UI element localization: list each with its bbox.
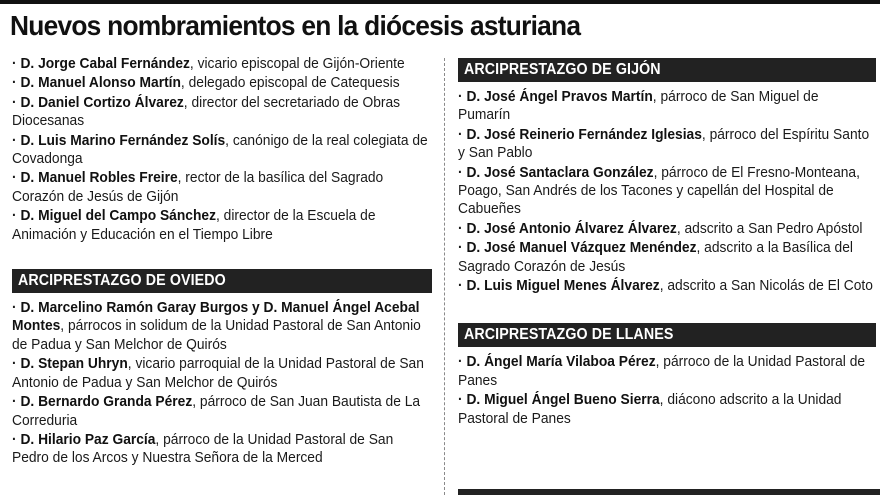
- appointment-role: , rector de la basílica del Sagrado Corazón de Jesús de Gijón: [12, 169, 384, 205]
- list-item: [12, 431, 429, 468]
- list-item: [12, 393, 429, 430]
- appointment-role: , vicario episcopal de Gijón-Oriente: [189, 55, 405, 72]
- bullet: ·: [12, 55, 17, 72]
- list-item: [12, 169, 429, 206]
- appointment-role: , vicario parroquial de la Unidad Pastoral de San Antonio de Padua y San Melchor de Quirós: [12, 355, 424, 391]
- list-item: [12, 132, 429, 169]
- left-column: [12, 55, 432, 469]
- bullet: ·: [12, 93, 17, 111]
- appointment-role: , párroco de San Miguel de Pumarín: [458, 88, 819, 124]
- list-item: [458, 88, 873, 125]
- bullet: ·: [458, 239, 463, 257]
- section-header-gijon: [458, 58, 876, 82]
- spacer: [458, 296, 876, 323]
- section-gijon: [458, 58, 876, 295]
- appointment-role: , director de la Escuela de Animación y Educación en el Tiempo Libre: [12, 207, 376, 243]
- bullet: ·: [458, 219, 463, 237]
- appointee-name: D. Stepan Uhryn: [20, 355, 128, 373]
- section-header-label: ARCIPRESTAZGO DE OVIEDO: [18, 272, 226, 290]
- bullet: ·: [12, 299, 17, 317]
- appointment-role: , diácono adscrito a la Unidad Pastoral de Panes: [458, 391, 842, 427]
- appointee-name: D. José Reinerio Fernández Iglesias: [466, 125, 702, 143]
- appointment-role: , párroco de El Fresno-Monteana, Poago, San Andrés de los Tacones y capellán del Hospital de Cabueñes: [458, 163, 860, 218]
- bullet: ·: [458, 353, 463, 371]
- appointee-name: D. José Manuel Vázquez Menéndez: [466, 239, 697, 257]
- appointment-role: , canónigo de la real colegiata de Covadonga: [12, 131, 428, 168]
- section-oviedo: [12, 269, 432, 468]
- list-item: [458, 353, 873, 390]
- appointment-role: , adscrito a San Nicolás de El Coto: [659, 277, 873, 295]
- list-item: [12, 74, 429, 92]
- list-item: [12, 355, 429, 392]
- appointee-name: D. José Santaclara González: [466, 163, 654, 181]
- bullet: ·: [458, 163, 463, 181]
- right-column: [458, 58, 876, 429]
- appointee-name: D. José Ángel Pravos Martín: [466, 88, 653, 105]
- list-item: [458, 277, 873, 295]
- appointment-role: , adscrito a la Basílica del Sagrado Corazón de Jesús: [458, 239, 853, 275]
- bullet: ·: [12, 393, 17, 411]
- appointee-name: D. Luis Marino Fernández Solís: [20, 131, 226, 149]
- appointee-name: D. Manuel Alonso Martín: [20, 74, 181, 92]
- bullet: ·: [458, 88, 463, 105]
- appointment-role: , párroco de la Unidad Pastoral de Panes: [458, 353, 866, 389]
- spacer: [12, 245, 432, 269]
- appointee-name: D. Jorge Cabal Fernández: [20, 55, 190, 72]
- appointee-name: D. Miguel Ángel Bueno Sierra: [466, 391, 660, 409]
- appointment-role: , párroco de la Unidad Pastoral de San Pedro de los Arcos y Nuestra Señora de la Merced: [12, 430, 394, 467]
- bullet: ·: [458, 125, 463, 143]
- section-header-label: ARCIPRESTAZGO DE LLANES: [464, 326, 674, 344]
- top-rule: [0, 0, 880, 4]
- appointment-role: , adscrito a San Pedro Apóstol: [676, 219, 863, 237]
- appointment-role: , párroco del Espíritu Santo y San Pablo: [458, 125, 870, 162]
- bullet: ·: [12, 131, 17, 149]
- general-appointments-list: [12, 55, 432, 244]
- appointee-name: D. Ángel María Vilaboa Pérez: [466, 353, 656, 371]
- bullet: ·: [12, 355, 17, 373]
- list-item: [12, 94, 429, 131]
- appointment-role: , delegado episcopal de Catequesis: [180, 74, 400, 92]
- appointee-name: D. Hilario Paz García: [20, 430, 156, 448]
- bullet: ·: [12, 169, 17, 187]
- appointee-name: D. Miguel del Campo Sánchez: [20, 207, 216, 225]
- bullet: ·: [12, 207, 17, 225]
- section-header-label: ARCIPRESTAZGO DE GIJÓN: [464, 61, 661, 78]
- appointee-name: D. Daniel Cortizo Álvarez: [20, 93, 184, 111]
- list-item: [12, 299, 429, 354]
- bullet: ·: [458, 391, 463, 409]
- list-item: [458, 220, 873, 238]
- appointment-role: , párrocos in solidum de la Unidad Pastoral de San Antonio de Padua y San Melchor de Quirós: [12, 317, 421, 353]
- list-item: [458, 126, 873, 163]
- bullet: ·: [12, 430, 17, 448]
- bullet: ·: [12, 74, 17, 92]
- column-divider: [444, 58, 445, 495]
- appointee-name: D. Marcelino Ramón Garay Burgos y D. Manuel Ángel Acebal Montes: [12, 299, 420, 335]
- section-llanes: [458, 323, 876, 428]
- appointment-role: , director del secretariado de Obras Diocesanas: [12, 93, 401, 130]
- section-header-llanes: [458, 323, 876, 347]
- bullet: ·: [458, 277, 463, 295]
- next-section-header-partial: [458, 489, 880, 495]
- list-item: [458, 391, 873, 428]
- appointee-name: D. Manuel Robles Freire: [20, 169, 178, 187]
- list-item: [12, 207, 429, 244]
- appointee-name: D. Bernardo Granda Pérez: [20, 393, 193, 411]
- list-item: [12, 55, 429, 73]
- list-item: [458, 164, 873, 219]
- appointee-name: D. José Antonio Álvarez Álvarez: [466, 219, 677, 237]
- section-header-oviedo: [12, 269, 432, 293]
- appointee-name: D. Luis Miguel Menes Álvarez: [466, 277, 660, 295]
- page-title: Nuevos nombramientos en la diócesis asturiana: [10, 10, 581, 41]
- appointment-role: , párroco de San Juan Bautista de La Correduria: [12, 393, 421, 429]
- list-item: [458, 239, 873, 276]
